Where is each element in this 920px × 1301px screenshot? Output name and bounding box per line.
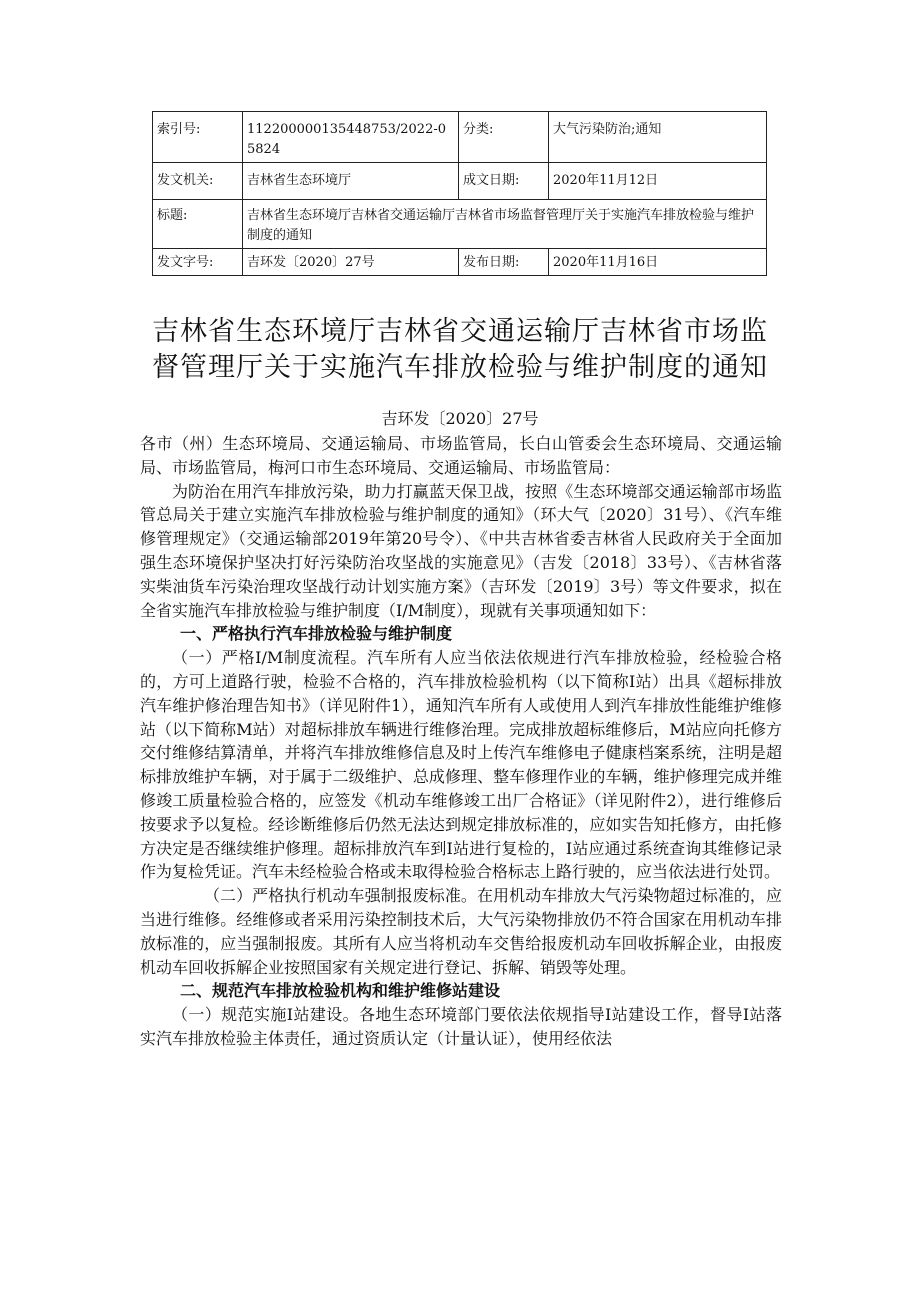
issuer-label: 发文机关:	[153, 163, 243, 200]
document-body	[140, 432, 782, 1051]
doc-number-value: 吉环发〔2020〕27号	[243, 249, 459, 276]
date-written-value: 2020年11月12日	[549, 163, 767, 200]
paragraph-2: （二）严格执行机动车强制报废标准。在用机动车排放大气污染物超过标准的，应当进行维修。经维修或者采用污染控制技术后，大气污染物排放仍不符合国家在用机动车排放标准的，应当强制报废。其所有人应当将机动车交售给报废机动车回收拆解企业，由报废机动车回收拆解企业按照国家有关规定进行登记、拆解、销毁等处理。	[140, 886, 782, 977]
paragraph-3: （一）规范实施I站建设。各地生态环境部门要依法依规指导I站建设工作，督导I站落实汽车排放检验主体责任，通过资质认定（计量认证），使用经依法	[140, 1005, 782, 1048]
section-heading-2: 二、规范汽车排放检验机构和维护维修站建设	[180, 981, 501, 1001]
title-value: 吉林省生态环境厅吉林省交通运输厅吉林省市场监督管理厅关于实施汽车排放检验与维护制度的通知	[243, 200, 767, 249]
title-label: 标题:	[153, 200, 243, 249]
date-written-label: 成文日期:	[459, 163, 549, 200]
document-number: 吉环发〔2020〕27号	[381, 409, 539, 428]
table-row	[153, 249, 767, 276]
index-value: 112200000135448753/2022-05824	[243, 112, 459, 163]
document-title: 吉林省生态环境厅吉林省交通运输厅吉林省市场监督管理厅关于实施汽车排放检验与维护制度的通知	[152, 316, 768, 383]
section-heading-1: 一、严格执行汽车排放检验与维护制度	[180, 624, 453, 644]
doc-number-label: 发文字号:	[153, 249, 243, 276]
publish-date-label: 发布日期:	[459, 249, 549, 276]
publish-date-value: 2020年11月16日	[549, 249, 767, 276]
category-label: 分类:	[459, 112, 549, 163]
issuer-value: 吉林省生态环境厅	[243, 163, 459, 200]
paragraph-1: （一）严格I/M制度流程。汽车所有人应当依法依规进行汽车排放检验，经检验合格的，方可上道路行驶，检验不合格的，汽车排放检验机构（以下简称I站）出具《超标排放汽车维护修治理告知书》（详见附件1），通知汽车所有人或使用人到汽车排放性能维护维修站（以下简称M站）对超标排放车辆进行维修治理。完成排放超标维修后，M站应向托修方交付维修结算清单，并将汽车排放维修信息及时上传汽车维修电子健康档案系统，注明是超标排放维护车辆，对于属于二级维护、总成修理、整车修理作业的车辆，维护修理完成并维修竣工质量检验合格的，应签发《机动车维修竣工出厂合格证》（详见附件2），进行维修后按要求予以复检。经诊断维修后仍然无法达到规定排放标准的，应如实告知托修方，由托修方决定是否继续维护修理。超标排放汽车到I站进行复检的，I站应通过系统查询其维修记录作为复检凭证。汽车未经检验合格或未取得检验合格标志上路行驶的，应当依法进行处罚。	[140, 648, 782, 882]
intro-paragraph: 为防治在用汽车排放污染，助力打赢蓝天保卫战，按照《生态环境部交通运输部市场监管总局关于建立实施汽车排放检验与维护制度的通知》（环大气〔2020〕31号）、《汽车维修管理规定》（交通运输部2019年第20号令）、《中共吉林省委吉林省人民政府关于全面加强生态环境保护坚决打好污染防治攻坚战的实施意见》（吉发〔2018〕33号）、《吉林省落实柴油货车污染治理攻坚战行动计划实施方案》（吉环发〔2019〕3号）等文件要求，拟在全省实施汽车排放检验与维护制度（I/M制度），现就有关事项通知如下：	[140, 481, 782, 620]
index-label: 索引号:	[153, 112, 243, 163]
category-value: 大气污染防治;通知	[549, 112, 767, 163]
table-row	[153, 112, 767, 163]
salutation: 各市（州）生态环境局、交通运输局、市场监管局，长白山管委会生态环境局、交通运输局、市场监管局，梅河口市生态环境局、交通运输局、市场监管局：	[140, 434, 782, 477]
metadata-table	[152, 111, 767, 276]
table-row	[153, 163, 767, 200]
table-row	[153, 200, 767, 249]
